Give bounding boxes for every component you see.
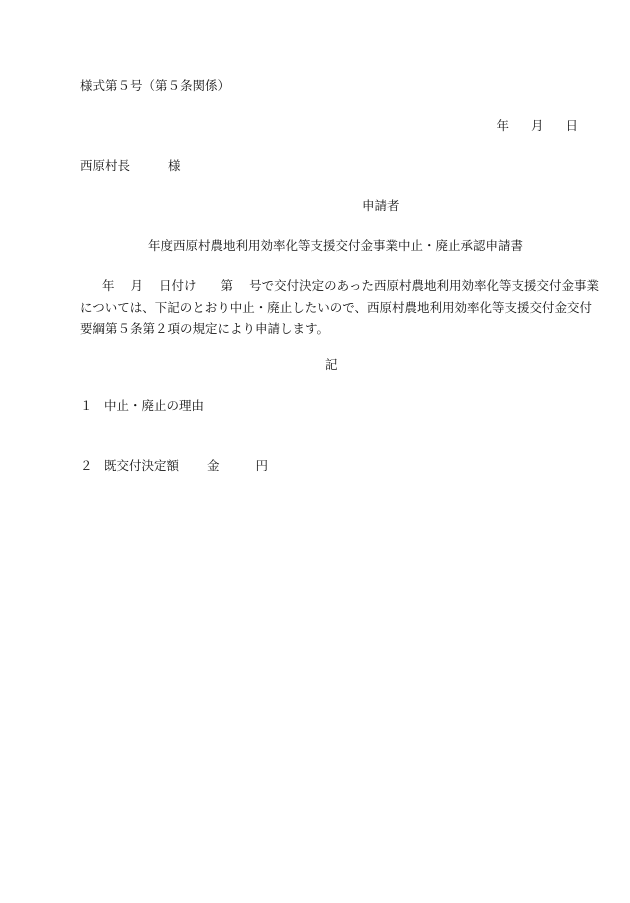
body-number-suffix: 号で交付決定のあった西原村農地利用効率化等支援交付金事業 <box>249 278 599 293</box>
applicant-label: 申請者 <box>362 198 400 213</box>
body-line-1 <box>80 275 599 297</box>
date-day: 日 <box>565 118 578 133</box>
addressee-name: 西原村長 <box>80 158 131 173</box>
item-2-label: 既交付決定額 <box>104 458 180 473</box>
date-month: 月 <box>530 118 544 133</box>
addressee <box>80 160 181 173</box>
ki-heading: 記 <box>325 357 338 372</box>
document-title: 年度西原村農地利用効率化等支援交付金事業中止・廃止承認申請書 <box>148 238 524 253</box>
form-number: 様式第５号（第５条関係） <box>80 78 231 93</box>
item-2-currency-unit: 円 <box>255 458 269 473</box>
item-1 <box>80 400 204 413</box>
body-line-3: 要綱第５条第２項の規定により申請します。 <box>80 321 330 336</box>
item-1-label: 中止・廃止の理由 <box>104 398 205 413</box>
body-year: 年 <box>102 278 115 293</box>
body-month: 月 <box>130 278 144 293</box>
item-1-number: １ <box>80 398 93 413</box>
body-date-suffix: 日付け <box>159 278 197 293</box>
item-2 <box>80 460 268 473</box>
item-2-currency-prefix: 金 <box>207 458 220 473</box>
item-2-number: ２ <box>80 458 93 473</box>
date-line <box>482 120 578 133</box>
body-number-prefix: 第 <box>220 278 234 293</box>
date-year: 年 <box>496 118 509 133</box>
body-paragraph <box>80 275 599 340</box>
addressee-honorific: 様 <box>168 158 181 173</box>
body-line-2: については、下記のとおり中止・廃止したいので、西原村農地利用効率化等支援交付金交付 <box>80 299 593 315</box>
